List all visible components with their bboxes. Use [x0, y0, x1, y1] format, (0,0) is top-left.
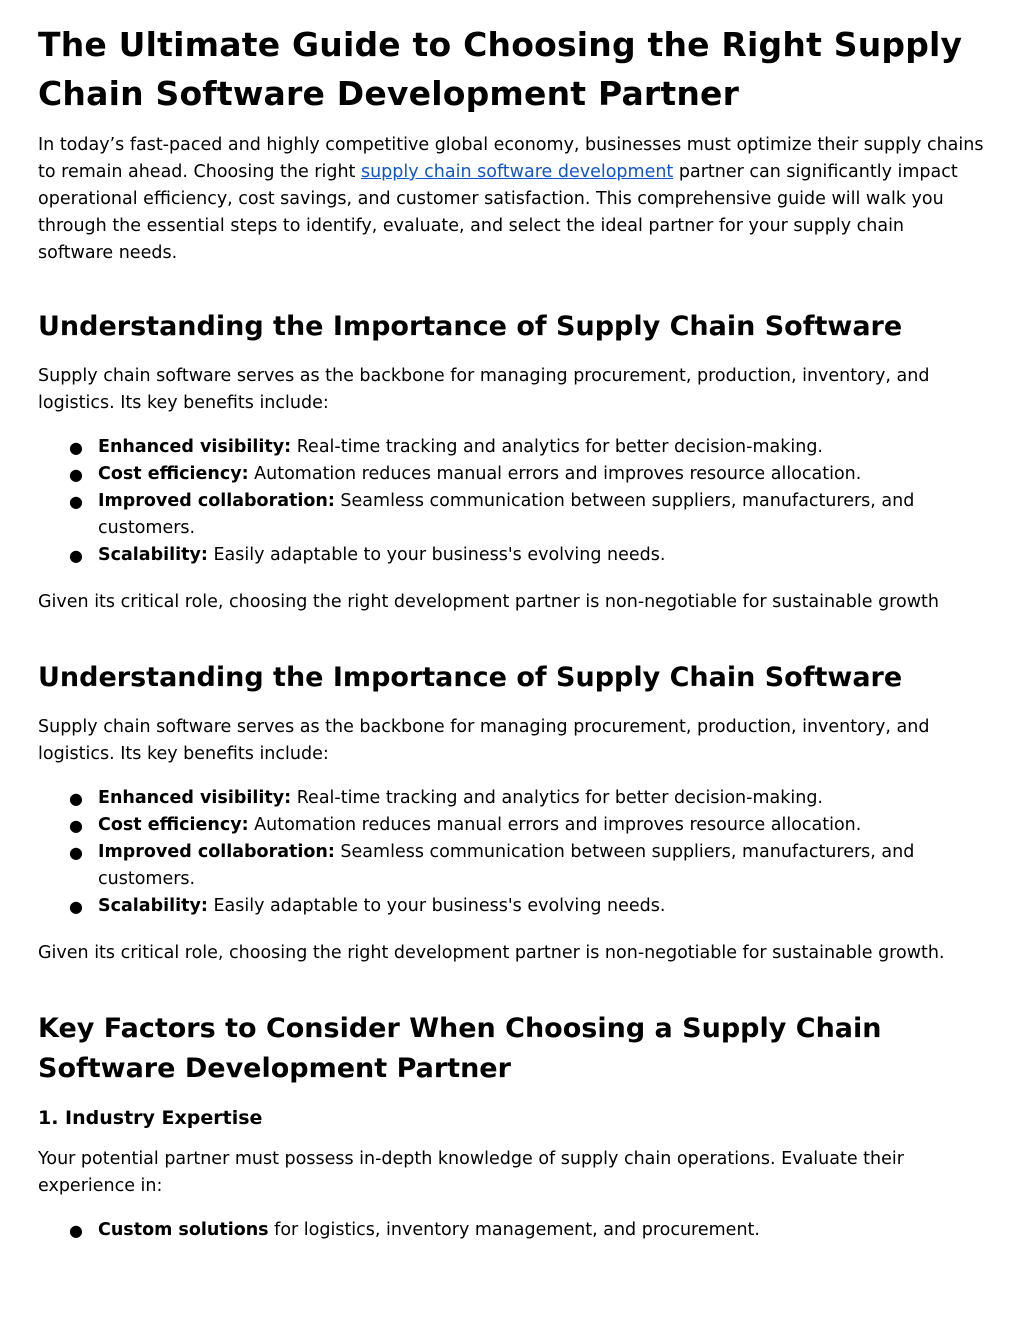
section-closing: Given its critical role, choosing the right development partner is non-negotiable for sustainable growth	[38, 592, 939, 612]
subsection-paragraph: Your potential partner must possess in-depth knowledge of supply chain operations. Evaluate their experience in:	[38, 1149, 904, 1196]
list-item-text: Real-time tracking and analytics for better decision-making.	[291, 788, 823, 808]
intro-text-before: In today’s fast-paced and highly competitive global economy, businesses must optimize their supply chains to remain ahead. Choosing the right	[38, 135, 984, 182]
list-item-text: Automation reduces manual errors and improves resource allocation.	[248, 815, 862, 835]
list-item-label: Scalability:	[98, 545, 208, 565]
list-item	[38, 542, 984, 569]
list-item-label: Improved collaboration:	[98, 491, 335, 511]
list-item-text: for logistics, inventory management, and procurement.	[268, 1220, 760, 1240]
bullet-icon: ●	[69, 546, 83, 565]
list-item-text: Seamless communication between suppliers, manufacturers, and customers.	[98, 842, 915, 889]
list-item	[38, 785, 984, 812]
list-item-text: Easily adaptable to your business's evolving needs.	[207, 896, 666, 916]
list-item-label: Custom solutions	[98, 1220, 269, 1240]
list-item	[38, 1217, 984, 1244]
list-item	[38, 812, 984, 839]
list-item-label: Enhanced visibility:	[98, 788, 292, 808]
experience-list	[38, 1217, 984, 1244]
bullet-icon: ●	[69, 816, 83, 835]
bullet-icon: ●	[69, 1221, 83, 1240]
list-item-label: Scalability:	[98, 896, 208, 916]
list-item	[38, 488, 984, 542]
subsection-heading: 1. Industry Expertise	[38, 1107, 263, 1129]
bullet-icon: ●	[69, 843, 83, 862]
benefits-list	[38, 434, 984, 569]
list-item-text: Seamless communication between suppliers, manufacturers, and customers.	[98, 491, 915, 538]
section-closing: Given its critical role, choosing the right development partner is non-negotiable for sustainable growth.	[38, 943, 945, 963]
page-title: The Ultimate Guide to Choosing the Right Supply Chain Software Development Partner	[38, 25, 963, 113]
list-item-label: Improved collaboration:	[98, 842, 335, 862]
section-paragraph: Supply chain software serves as the backbone for managing procurement, production, inventory, and logistics. Its key benefits include:	[38, 717, 930, 764]
section-paragraph: Supply chain software serves as the backbone for managing procurement, production, inventory, and logistics. Its key benefits include:	[38, 366, 930, 413]
list-item-text: Easily adaptable to your business's evolving needs.	[207, 545, 666, 565]
list-item	[38, 434, 984, 461]
benefits-list	[38, 785, 984, 920]
list-item-text: Real-time tracking and analytics for better decision-making.	[291, 437, 823, 457]
list-item	[38, 461, 984, 488]
intro-paragraph	[38, 132, 984, 267]
bullet-icon: ●	[69, 438, 83, 457]
list-item-label: Enhanced visibility:	[98, 437, 292, 457]
list-item	[38, 893, 984, 920]
section-heading: Understanding the Importance of Supply Chain Software	[38, 662, 903, 693]
key-factors-heading: Key Factors to Consider When Choosing a Supply Chain Software Development Partner	[38, 1013, 882, 1084]
bullet-icon: ●	[69, 789, 83, 808]
bullet-icon: ●	[69, 492, 83, 511]
section-heading: Understanding the Importance of Supply Chain Software	[38, 311, 903, 342]
bullet-icon: ●	[69, 897, 83, 916]
supply-chain-software-link[interactable]: supply chain software development	[360, 162, 674, 182]
list-item-label: Cost efficiency:	[98, 815, 249, 835]
list-item	[38, 839, 984, 893]
list-item-label: Cost efficiency:	[98, 464, 249, 484]
bullet-icon: ●	[69, 465, 83, 484]
list-item-text: Automation reduces manual errors and improves resource allocation.	[248, 464, 862, 484]
intro-text-after: partner can significantly impact operational efficiency, cost savings, and customer satisfaction. This comprehensive guide will walk you through the essential steps to identify, evaluate, and select the ideal partner for your supply chain software needs.	[38, 162, 958, 263]
